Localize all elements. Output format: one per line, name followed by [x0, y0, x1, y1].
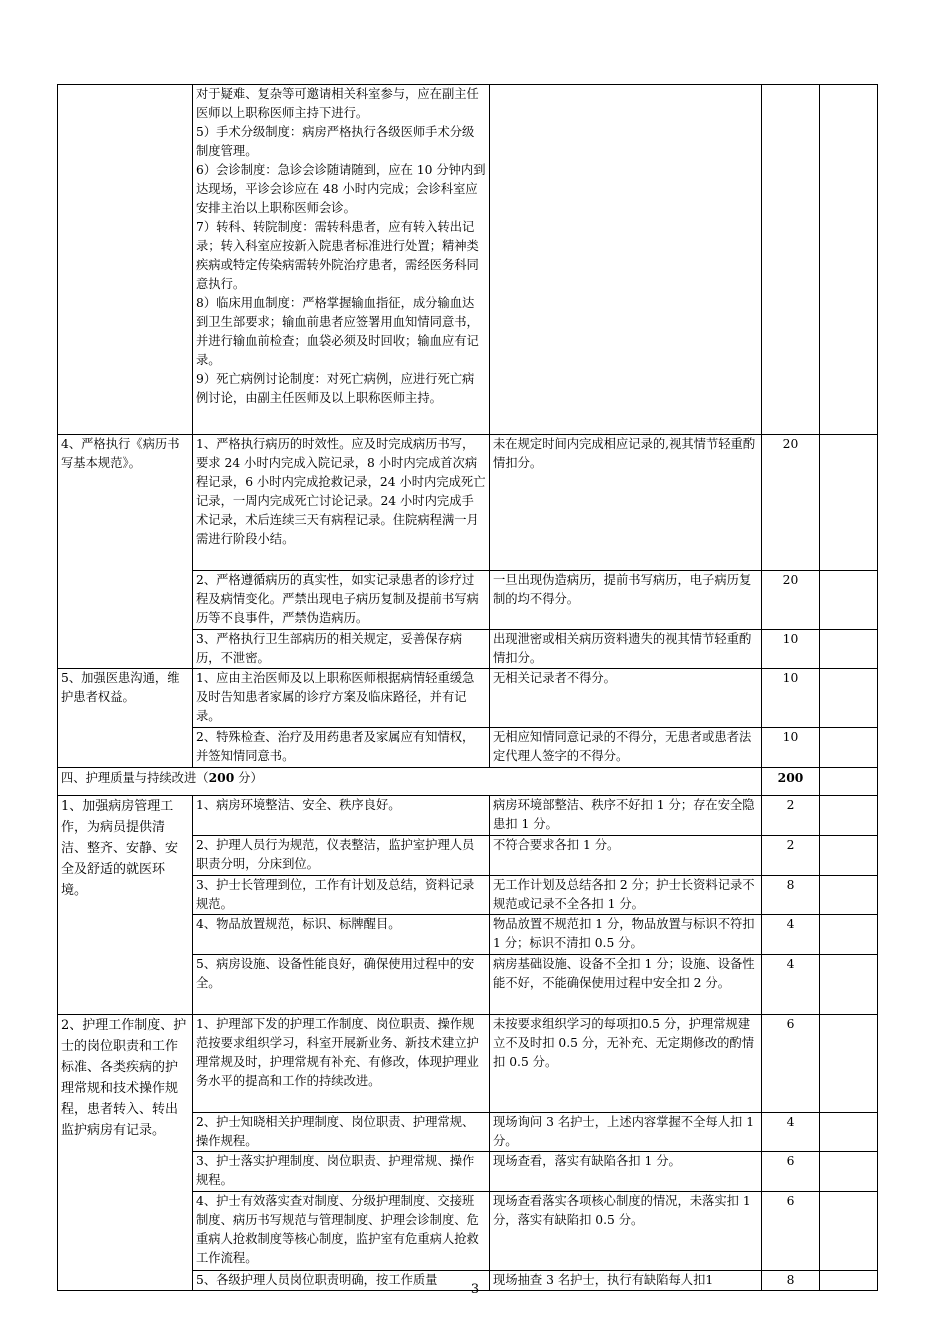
- actual-score-cell: [820, 768, 878, 796]
- actual-score-cell: [820, 728, 878, 768]
- requirement-cell: 2、严格遵循病历的真实性，如实记录患者的诊疗过程及病情变化。严禁出现电子病历复制及提前书写病历等不良事件，严禁伪造病历。: [193, 571, 490, 630]
- score-cell: 4: [762, 1113, 820, 1152]
- table-row: [58, 435, 878, 571]
- actual-score-cell: [820, 1152, 878, 1192]
- score-cell: [762, 85, 820, 435]
- deduction-cell: 现场查看，落实有缺陷各扣 1 分。: [490, 1152, 762, 1192]
- requirement-cell: 1、护理部下发的护理工作制度、岗位职责、操作规范按要求组织学习，科室开展新业务、新技术建立护理常规及时，护理常规有补充、有修改，体现护理业务水平的提高和工作的持续改进。: [193, 1015, 490, 1113]
- deduction-cell: 未按要求组织学习的每项扣0.5 分，护理常规建立不及时扣 0.5 分，无补充、无定期修改的酌情扣 0.5 分。: [490, 1015, 762, 1113]
- requirement-cell: 2、特殊检查、治疗及用药患者及家属应有知情权，并签知情同意书。: [193, 728, 490, 768]
- deduction-cell: 现场询问 3 名护士，上述内容掌握不全每人扣 1 分。: [490, 1113, 762, 1152]
- score-cell: 6: [762, 1192, 820, 1271]
- actual-score-cell: [820, 630, 878, 669]
- actual-score-cell: [820, 836, 878, 876]
- requirement-cell: 1、病房环境整洁、安全、秩序良好。: [193, 796, 490, 836]
- actual-score-cell: [820, 955, 878, 1015]
- table-row: [58, 1015, 878, 1113]
- actual-score-cell: [820, 435, 878, 571]
- criterion-cell: [58, 85, 193, 435]
- deduction-cell: 现场查看落实各项核心制度的情况，未落实扣 1 分，落实有缺陷扣 0.5 分。: [490, 1192, 762, 1271]
- requirement-cell: 4、物品放置规范，标识、标牌醒目。: [193, 915, 490, 955]
- score-cell: 10: [762, 669, 820, 728]
- actual-score-cell: [820, 1015, 878, 1113]
- score-cell: 20: [762, 435, 820, 571]
- deduction-cell: 出现泄密或相关病历资料遗失的视其情节轻重酌情扣分。: [490, 630, 762, 669]
- requirement-cell: 2、护理人员行为规范，仪表整洁，监护室护理人员职责分明，分床到位。: [193, 836, 490, 876]
- actual-score-cell: [820, 85, 878, 435]
- score-cell: 2: [762, 836, 820, 876]
- actual-score-cell: [820, 915, 878, 955]
- actual-score-cell: [820, 876, 878, 915]
- deduction-cell: [490, 85, 762, 435]
- deduction-cell: 无工作计划及总结各扣 2 分；护士长资料记录不规范或记录不全各扣 1 分。: [490, 876, 762, 915]
- deduction-cell: 物品放置不规范扣 1 分，物品放置与标识不符扣 1 分；标识不清扣 0.5 分。: [490, 915, 762, 955]
- score-cell: 4: [762, 915, 820, 955]
- table-row: [58, 669, 878, 728]
- requirement-cell: 5、各级护理人员岗位职责明确，按工作质量: [193, 1271, 490, 1291]
- table-row: [58, 85, 878, 435]
- requirement-cell: 5、病房设施、设备性能良好，确保使用过程中的安全。: [193, 955, 490, 1015]
- actual-score-cell: [820, 1192, 878, 1271]
- requirement-cell: 对于疑难、复杂等可邀请相关科室参与，应在副主任医师以上职称医师主持下进行。 5）手术分级制度：病房严格执行各级医师手术分级制度管理。 6）会诊制度：急诊会诊随请随到，应在 10 分钟内到达现场，平诊会诊应在 48 小时内完成；会诊科室应安排主治以上职称医师会诊。 7）转科、转院制度：需转科患者，应有转入转出记录；转入科室应按新入院患者标准进行处置；精神类疾病或特定传染病需转外院治疗患者，需经医务科同意执行。 8）临床用血制度：严格掌握输血指征，成分输血达到卫生部要求；输血前患者应签署用血知情同意书，并进行输血前检查；血袋必须及时回收；输血应有记录。 9）死亡病例讨论制度：对死亡病例，应进行死亡病例讨论，由副主任医师及以上职称医师主持。: [193, 85, 490, 435]
- section-header-row: [58, 768, 878, 796]
- requirement-cell: 3、护士落实护理制度、岗位职责、护理常规、操作规程。: [193, 1152, 490, 1192]
- section-title: 四、护理质量与持续改进（200 分）: [58, 768, 762, 796]
- actual-score-cell: [820, 571, 878, 630]
- deduction-cell: 一旦出现伪造病历，提前书写病历，电子病历复制的均不得分。: [490, 571, 762, 630]
- deduction-cell: 病房基础设施、设备不全扣 1 分；设施、设备性能不好，不能确保使用过程中安全扣 2 分。: [490, 955, 762, 1015]
- actual-score-cell: [820, 669, 878, 728]
- deduction-cell: 不符合要求各扣 1 分。: [490, 836, 762, 876]
- criterion-cell: 1、加强病房管理工作，为病员提供清洁、整齐、安静、安全及舒适的就医环境。: [58, 796, 193, 1015]
- requirement-cell: 4、护士有效落实查对制度、分级护理制度、交接班制度、病历书写规范与管理制度、护理会诊制度、危重病人抢救制度等核心制度，监护室有危重病人抢救工作流程。: [193, 1192, 490, 1271]
- requirement-cell: 3、严格执行卫生部病历的相关规定，妥善保存病历，不泄密。: [193, 630, 490, 669]
- requirement-cell: 1、严格执行病历的时效性。应及时完成病历书写，要求 24 小时内完成入院记录，8 小时内完成首次病程记录，6 小时内完成抢救记录，24 小时内完成死亡记录，一周内完成死亡讨论记录。24 小时内完成手术记录，术后连续三天有病程记录。住院病程满一月需进行阶段小结。: [193, 435, 490, 571]
- score-cell: 6: [762, 1015, 820, 1113]
- deduction-cell: 无相应知情同意记录的不得分，无患者或患者法定代理人签字的不得分。: [490, 728, 762, 768]
- criterion-cell: 2、护理工作制度、护士的岗位职责和工作标准、各类疾病的护理常规和技术操作规程，患者转入、转出监护病房有记录。: [58, 1015, 193, 1291]
- table-row: [58, 796, 878, 836]
- score-cell: 10: [762, 728, 820, 768]
- criterion-cell: 5、加强医患沟通，维护患者权益。: [58, 669, 193, 768]
- deduction-cell: 未在规定时间内完成相应记录的,视其情节轻重酌情扣分。: [490, 435, 762, 571]
- criterion-cell: 4、严格执行《病历书写基本规范》。: [58, 435, 193, 669]
- actual-score-cell: [820, 1113, 878, 1152]
- score-cell: 10: [762, 630, 820, 669]
- score-cell: 8: [762, 1271, 820, 1291]
- requirement-cell: 1、应由主治医师及以上职称医师根据病情轻重缓急及时告知患者家属的诊疗方案及临床路径，并有记录。: [193, 669, 490, 728]
- score-cell: 2: [762, 796, 820, 836]
- evaluation-table: [57, 84, 878, 1291]
- page-number: 3: [470, 1282, 480, 1297]
- score-cell: 8: [762, 876, 820, 915]
- score-cell: 6: [762, 1152, 820, 1192]
- deduction-cell: 现场抽查 3 名护士，执行有缺陷每人扣1: [490, 1271, 762, 1291]
- score-cell: 20: [762, 571, 820, 630]
- deduction-cell: 无相关记录者不得分。: [490, 669, 762, 728]
- actual-score-cell: [820, 796, 878, 836]
- requirement-cell: 2、护士知晓相关护理制度、岗位职责、护理常规、操作规程。: [193, 1113, 490, 1152]
- requirement-cell: 3、护士长管理到位，工作有计划及总结，资料记录规范。: [193, 876, 490, 915]
- section-score: 200: [762, 768, 820, 796]
- deduction-cell: 病房环境部整洁、秩序不好扣 1 分；存在安全隐患扣 1 分。: [490, 796, 762, 836]
- score-cell: 4: [762, 955, 820, 1015]
